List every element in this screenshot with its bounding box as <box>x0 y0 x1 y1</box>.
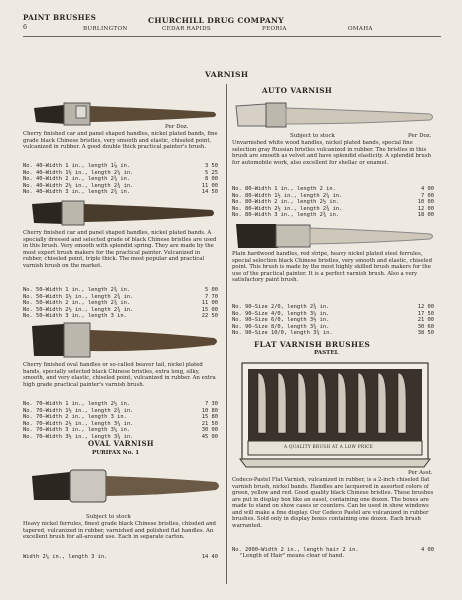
price-row: No. 80—Width 3 in., length 2¾ in. <box>232 212 340 218</box>
brush-40-price-unit: Per Doz. <box>165 124 189 130</box>
price-value: 12 00 <box>417 304 434 310</box>
price-value: 11 00 <box>201 300 218 306</box>
flat-varnish-subtitle: PASTEL <box>314 350 339 356</box>
price-row: No. 90—Size 2/0, length 2¾ in. <box>232 304 330 310</box>
price-value: 15 00 <box>201 306 218 313</box>
price-value: 14 50 <box>201 189 218 195</box>
display-box-image <box>236 359 434 471</box>
price-value: 21 00 <box>417 317 434 323</box>
brush-40-image <box>24 88 224 132</box>
flat-footnote: "Length of Hair" means clear of hand. <box>240 553 345 559</box>
price-value: 11 00 <box>201 182 218 189</box>
flat-description: Cedeco-Pastel Flat Varnish, vulcanized in rubber, is a 2-inch chiseled flat varnish brush, nickel bands. Handles are lacquered in assorted colors of green, yellow and red. Good quality black Chinese bristles. These brushes are put in display box like an easel, containing one dozen. The boxes are made to stand on show cases or counters. Can be used in show windows and will make a fine display. Our Cedeco Pastel are vulcanized in rubber brushes. Sold only in display boxes containing one dozen. Each brush warranted. <box>232 477 434 529</box>
price-row: No. 40—Width 3 in., length 2¾ in. <box>23 189 131 195</box>
auto-stock-note: Subject to stock <box>290 133 335 139</box>
price-value: 5 25 <box>205 169 218 176</box>
auto-varnish-title: AUTO VARNISH <box>262 86 333 95</box>
price-row: Width 2¼ in., length 3 in. <box>23 554 108 560</box>
purifax-description: Heavy nickel ferrules, finest grade black Chinese bristles, chiseled and tapered, vulcanized in rubber, varnished and polished flat handles. An excellent brush for all-around use. Each in separate carton. <box>23 521 216 541</box>
price-row: No. 70—Width 1 in., length 2½ in. <box>23 401 131 407</box>
page-number: 6 <box>23 24 28 31</box>
brush-50-description: Cherry finished car and panel shaped handles, nickel plated bands. A specially dressed and selected grade of black Chinese bristles are used in this brush. Very smooth with splendid spring. They are made by the most expert brush makers for the practical painter. Vulcanized in rubber, chiseled point, triple thick. The most popular and practical varnish brush on the market. <box>23 230 217 269</box>
price-row: No. 70—Width 3 in., length 3¼ in. <box>23 427 131 433</box>
column-divider <box>226 84 227 584</box>
price-value: 4 00 <box>421 547 434 553</box>
price-value: 21 50 <box>201 420 218 427</box>
price-row: No. 70—Width 1½ in., length 2¾ in. <box>23 407 134 414</box>
price-row: No. 40—Width 1½ in., length 2¼ in. <box>23 169 134 176</box>
price-row: No. 50—Width 1 in., length 2¾ in. <box>23 287 131 293</box>
price-row: No. 50—Width 1½ in., length 2¾ in. <box>23 293 134 300</box>
price-row: No. 80—Width 2½ in., length 2¾ in. <box>232 205 343 212</box>
price-row: No. 50—Width 2½ in., length 2¾ in. <box>23 306 134 313</box>
flat-varnish-title: FLAT VARNISH BRUSHES <box>254 340 371 349</box>
oval-varnish-title: OVAL VARNISH <box>88 439 154 448</box>
price-value: 7 70 <box>205 293 218 300</box>
section-title: PAINT BRUSHES <box>23 13 97 22</box>
price-value: 45 00 <box>201 433 218 440</box>
display-box-caption: A QUALITY BRUSH AT A LOW PRICE <box>284 444 374 449</box>
price-row: No. 70—Width 3½ in., length 3¾ in. <box>23 433 134 440</box>
price-value: 10 00 <box>417 199 434 205</box>
city-omaha: OMAHA <box>348 26 373 32</box>
brush-50-image <box>24 196 224 230</box>
brush-90-description: Plain hardwood handles, red stripe, heavy nickel plated steel ferrules, special selection black Chinese bristles, very smooth and elastic, chiseled point. This brush is made by the most highly skilled brush makers for the use of the practical painter. It is a perfect varnish brush. Also a very satisfactory paint brush. <box>232 251 432 284</box>
company-name: CHURCHILL DRUG COMPANY <box>148 16 284 25</box>
price-row: No. 70—Width 2½ in., length 3¼ in. <box>23 420 134 427</box>
price-row: No. 80—Width 1 in., length 2 in. <box>232 186 336 192</box>
auto-price-unit: Per Doz. <box>408 133 432 139</box>
price-value: 8 00 <box>205 176 218 182</box>
city-peoria: PEORIA <box>262 26 287 32</box>
price-value: 30 00 <box>201 427 218 433</box>
price-row: No. 90—Size 4/0, length 3¼ in. <box>232 310 330 317</box>
price-value: 5 00 <box>205 287 218 293</box>
price-row: No. 50—Width 2 in., length 2¾ in. <box>23 300 131 306</box>
brush-40-description: Cherry finished car and panel shaped handles, nickel plated bands, fine grade black Chinese bristles, very smooth and elastic, chiseled point, vulcanized in rubber. A good double thick practical painter's brush. <box>23 131 218 151</box>
price-value: 38 50 <box>417 330 434 336</box>
auto-description: Unvarnished white wood handles, nickel plated bands, special fine selection gray Russian bristles vulcanized in rubber. The bristles in this brush are smooth as velvet and have splendid elasticity. A splendid brush for automobile work, also excellent for shellac or enamel. <box>232 140 432 166</box>
price-value: 10 80 <box>201 407 218 414</box>
city-burlington: BURLINGTON <box>83 26 128 32</box>
price-value: 15 80 <box>201 414 218 420</box>
price-row: No. 80—Width 1½ in., length 2¼ in. <box>232 192 343 199</box>
oval-varnish-subtitle: PURIFAX No. 1 <box>92 450 140 456</box>
price-row: No. 2000—Width 2 in., length hair 2 in. <box>232 547 359 553</box>
price-value: 17 50 <box>417 310 434 317</box>
price-value: 7 00 <box>421 192 434 199</box>
price-row: No. 50—Width 3 in., length 3 in. <box>23 313 127 319</box>
city-cedar-rapids: CEDAR RAPIDS <box>162 26 212 32</box>
price-row: No. 70—Width 2 in., length 3 in. <box>23 414 127 420</box>
price-value: 4 00 <box>421 186 434 192</box>
purifax-brush-image <box>26 460 224 512</box>
brush-70-description: Cherry finished oval handles or so-called beaver tail, nickel plated bands, specially selected black Chinese bristles, extra long, silky, smooth, and very elastic, chiseled point, vulcanized in rubber. An extra high grade practical painter's varnish brush. <box>23 362 216 388</box>
price-value: 30 60 <box>417 323 434 330</box>
price-value: 14 40 <box>201 554 218 560</box>
brush-90-image <box>232 220 438 252</box>
price-row: No. 90—Size 6/0, length 3½ in. <box>232 317 330 323</box>
price-row: No. 80—Width 2 in., length 2½ in. <box>232 199 340 205</box>
price-value: 3 50 <box>205 163 218 169</box>
price-row: No. 40—Width 2 in., length 2¾ in. <box>23 176 131 182</box>
main-title: VARNISH <box>205 70 249 79</box>
brush-70-image <box>24 320 224 362</box>
price-row: No. 90—Size 10/0, length 3¾ in. <box>232 330 333 336</box>
price-value: 22 50 <box>201 313 218 319</box>
price-value: 7 30 <box>205 401 218 407</box>
purifax-stock-note: Subject to stock <box>86 514 131 520</box>
auto-brush-image <box>232 98 438 132</box>
price-row: No. 90—Size 8/0, length 3¾ in. <box>232 323 330 330</box>
price-row: No. 40—Width 1 in., length 1⅞ in. <box>23 163 131 169</box>
price-value: 12 00 <box>417 205 434 212</box>
price-row: No. 40—Width 2½ in., length 2¾ in. <box>23 182 134 189</box>
header-rule <box>23 36 441 37</box>
price-value: 18 00 <box>417 212 434 218</box>
flat-price-unit: Per Asst. <box>408 470 433 476</box>
